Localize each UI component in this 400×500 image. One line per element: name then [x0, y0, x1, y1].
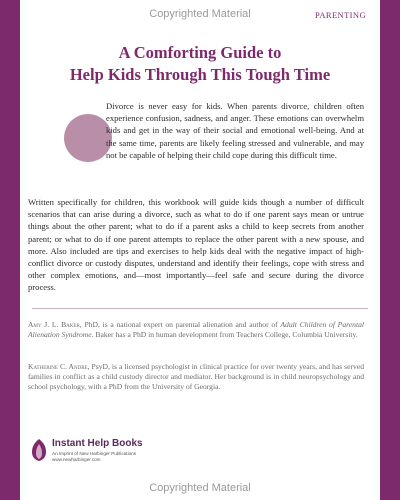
- category-label: PARENTING: [315, 10, 366, 20]
- author-degree-baker: PhD: [84, 320, 98, 329]
- publisher-name: Instant Help Books: [52, 438, 143, 449]
- publisher-url: www.newharbinger.com: [52, 457, 101, 462]
- headline: [28, 42, 372, 86]
- author-bio-andre: Katherine C. Andre, PsyD, is a licensed psychologist in clinical practice for over twenty years, and has served families in conflict as a child custody director and mediator. Her background is in child neuropsychology and school psychology, with a PhD from the University of Georgia.: [28, 362, 364, 392]
- headline-line-1: A Comforting Guide to: [118, 43, 282, 62]
- section-divider: [32, 308, 368, 309]
- publisher-logo: [30, 436, 150, 466]
- author-degree-andre: PsyD: [91, 362, 108, 371]
- book-title: Adult Children of Parental Alienation Syndrome: [28, 320, 364, 340]
- author-name-andre: Katherine C. Andre: [28, 362, 88, 371]
- copyright-watermark-bottom: Copyrighted Material: [149, 482, 251, 494]
- description-paragraph: Written specifically for children, this workbook will guide kids though a number of difficult scenarios that can arise during a divorce, such as what to do if one parent says mean or untrue things about the other parent; what to do if a parent asks a child to keep secrets from another parent; or what to do if one parent attempts to replace the other parent with a new spouse, and more. Also included are tips and exercises to help kids deal with the negative impact of high-conflict divorce or custody disputes, understand and identify their feelings, cope with stress and other complex emotions, and—most importantly—feel safe and secure during the divorce process.: [28, 197, 364, 293]
- right-purple-band: [380, 0, 400, 500]
- headline-line-2: Help Kids Through This Tough Time: [69, 65, 331, 84]
- bio-text-baker-b: . Baker has a PhD in human development from Teachers College, Columbia University.: [91, 330, 358, 340]
- publisher-mark-icon: [30, 438, 48, 462]
- publisher-tagline: [52, 451, 136, 463]
- left-purple-band: [0, 0, 20, 500]
- copyright-watermark-top: Copyrighted Material: [149, 8, 251, 20]
- author-name-baker: Amy J. L. Baker: [28, 320, 80, 329]
- intro-paragraph: Divorce is never easy for kids. When parents divorce, children often experience confusion, sadness, and anger. These emotions can overwhelm kids and get in the way of their social and emotional well-being. And at the same time, parents are likely feeling stressed and vulnerable, and may not be capable of helping their child cope during this difficult time.: [106, 101, 364, 160]
- publisher-imprint: An Imprint of New Harbinger Publications: [52, 451, 137, 456]
- author-bio-baker: Amy J. L. Baker, PhD, is a national expert on parental alienation and author of Adult Children of Parental Alienation Syndrome. Baker has a PhD in human development from Teachers College, Columbia University.: [28, 320, 364, 340]
- bio-text-andre: , is a licensed psychologist in clinical practice for over twenty years, and has served families in conflict as a child custody director and mediator. Her background is in child neuropsychology and school psychology, with a PhD from the University of Georgia.: [28, 362, 364, 392]
- decorative-circle: [64, 114, 112, 162]
- bio-text-baker-a: , is a national expert on parental alienation and author of: [97, 320, 281, 329]
